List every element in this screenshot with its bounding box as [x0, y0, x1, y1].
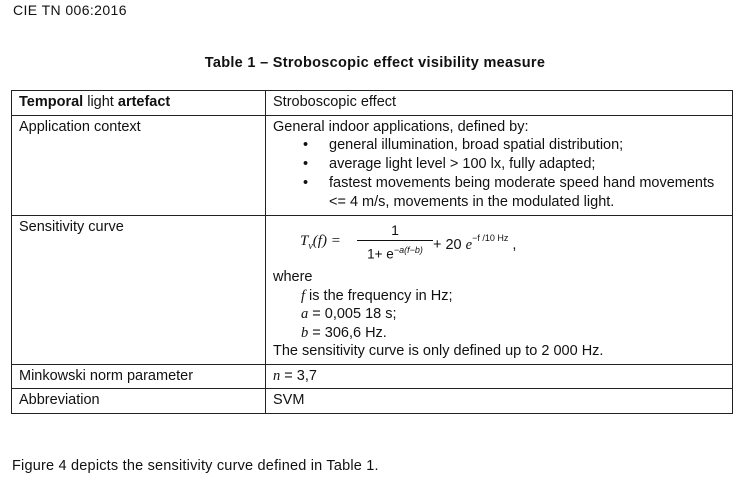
fraction-bar: [357, 240, 433, 241]
definition-text: = 0,005 18 s;: [308, 306, 397, 322]
row-label-abbreviation: Abbreviation: [12, 389, 266, 414]
bullet-icon: •: [303, 137, 309, 153]
formula-rhs: [433, 231, 516, 254]
denominator-base: 1+ e: [367, 246, 394, 262]
definition-line: [273, 324, 726, 343]
row-value-sensitivity: [266, 216, 733, 365]
label-bold-part: artefact: [117, 94, 171, 110]
definition-var: b: [301, 324, 309, 341]
definition-line: [273, 305, 726, 324]
context-intro: General indoor applications, defined by:: [273, 118, 529, 135]
formula-numerator: 1: [391, 222, 399, 238]
list-item: [301, 155, 726, 174]
definition-var: f: [301, 287, 306, 304]
context-bullet-list: [273, 136, 726, 212]
svm-spec-table: [11, 90, 733, 414]
definition-text: is the frequency in Hz;: [305, 287, 453, 304]
sensitivity-formula: [273, 222, 726, 262]
table-row: [12, 91, 733, 116]
table-caption: Table 1 – Stroboscopic effect visibility measure: [204, 55, 546, 71]
definition-text: = 306,6 Hz.: [308, 324, 387, 341]
rhs-suffix: ,: [508, 236, 517, 253]
row-value-context: [266, 115, 733, 216]
rhs-e: e: [465, 236, 473, 253]
list-item-text: general illumination, broad spatial distribution;: [329, 137, 624, 153]
rhs-exponent: −f /10 Hz: [472, 233, 509, 243]
bullet-icon: •: [303, 175, 309, 191]
label-plain-part: light: [83, 94, 118, 110]
list-item: [301, 136, 726, 155]
denominator-exponent: −a(f−b): [393, 245, 423, 255]
document-id: CIE TN 006:2016: [13, 2, 127, 18]
row-value-minkowski: [266, 364, 733, 389]
list-item: [301, 174, 726, 212]
body-paragraph: Figure 4 depicts the sensitivity curve defined in Table 1.: [12, 458, 379, 474]
label-bold-part: Temporal: [19, 94, 84, 110]
formula-lhs: $T_v(f)$ =: [300, 233, 341, 252]
table-row: [12, 389, 733, 414]
definition-line: [273, 287, 726, 306]
minkowski-var: n: [273, 367, 281, 384]
table-row: [12, 216, 733, 365]
sensitivity-note: The sensitivity curve is only defined up to 2 000 Hz.: [273, 343, 604, 359]
where-label: where: [273, 269, 313, 285]
row-label-sensitivity: Sensitivity curve: [12, 216, 266, 365]
list-item-text: average light level > 100 lx, fully adapted;: [329, 156, 596, 172]
list-item-text: fastest movements being moderate speed hand movements <= 4 m/s, movements in the modulated light.: [329, 175, 715, 210]
formula-denominator: [357, 242, 433, 263]
rhs-prefix: + 20: [433, 236, 466, 253]
formula-fraction: [357, 222, 433, 263]
table-row: [12, 364, 733, 389]
row-label-context: Application context: [12, 115, 266, 216]
table-row: [12, 115, 733, 216]
bullet-icon: •: [303, 156, 309, 172]
row-value-artefact: Stroboscopic effect: [266, 91, 733, 116]
row-label-artefact: [12, 91, 266, 116]
minkowski-value: = 3,7: [280, 367, 317, 384]
definition-var: a: [301, 306, 309, 322]
row-label-minkowski: Minkowski norm parameter: [12, 364, 266, 389]
row-value-abbreviation: SVM: [266, 389, 733, 414]
